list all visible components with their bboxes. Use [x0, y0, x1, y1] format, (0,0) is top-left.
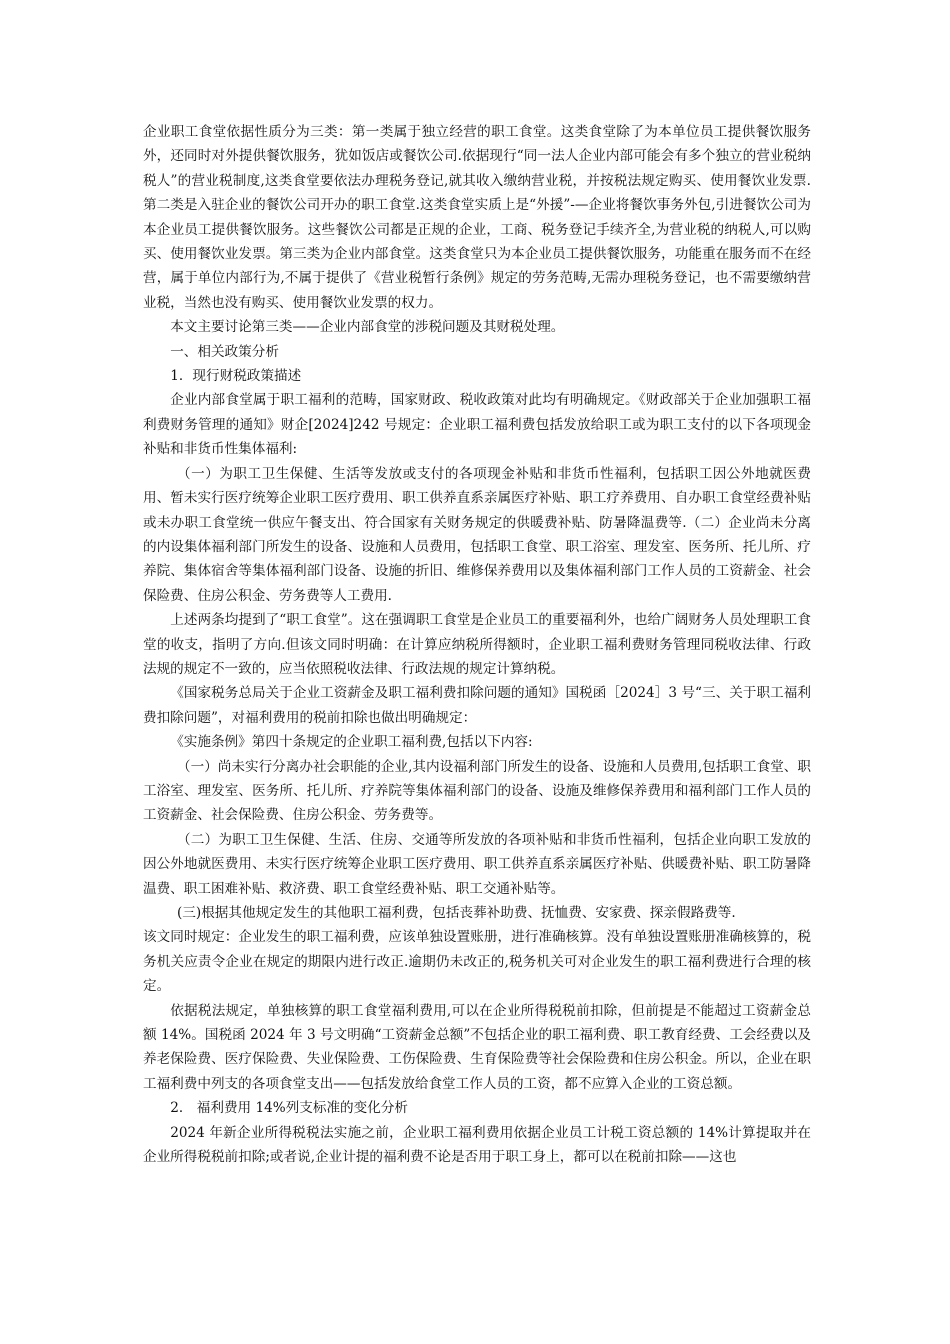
paragraph: 2024 年新企业所得税税法实施之前，企业职工福利费用依据企业员工计税工资总额的 14%计算提取并在企业所得税税前扣除;或者说,企业计提的福利费不论是否用于职工身上，都可以在税前扣除——这也: [143, 1124, 811, 1166]
paragraph: 该文同时规定：企业发生的职工福利费，应该单独设置账册，进行准确核算。没有单独设置账册准确核算的，税务机关应责令企业在规定的期限内进行改正.逾期仍未改正的,税务机关可对企业发生的职工福利费进行合理的核定。: [143, 929, 811, 995]
paragraph: 《国家税务总局关于企业工资薪金及职工福利费扣除问题的通知》国税函［2024］3 号“三、关于职工福利费扣除问题”，对福利费用的税前扣除也做出明确规定：: [143, 685, 811, 726]
subsection-heading: 1．现行财税政策描述: [170, 368, 302, 385]
paragraph: 上述两条均提到了“职工食堂”。这在强调职工食堂是企业员工的重要福利外，也给广阔财务人员处理职工食堂的收支，指明了方向.但该文同时明确：在计算应纳税所得额时，企业职工福利费财务管理同税收法律、行政法规的规定不一致的，应当依照税收法律、行政法规的规定计算纳税。: [143, 612, 811, 677]
paragraph: 依据税法规定，单独核算的职工食堂福利费用,可以在企业所得税税前扣除，但前提是不能超过工资薪金总额 14%。国税函 2024 年 3 号文明确“工资薪金总额”不包括企业的职工福利费、职工教育经费、工会经费以及养老保险费、医疗保险费、失业保险费、工伤保险费、生育保险费等社会保险费和住房公积金。所以，企业在职工福利费中列支的各项食堂支出——包括发放给食堂工作人员的工资，都不应算入企业的工资总额。: [143, 1002, 811, 1092]
document-body: [143, 120, 811, 1169]
list-item: (三)根据其他规定发生的其他职工福利费，包括丧葬补助费、抚恤费、安家费、探亲假路费等.: [177, 905, 736, 921]
subsection-heading: 2． 福利费用 14%列支标准的变化分析: [170, 1100, 409, 1117]
list-item: （一）尚未实行分离办社会职能的企业,其内设福利部门所发生的设备、设施和人员费用,包括职工食堂、职工浴室、理发室、医务所、托儿所、疗养院等集体福利部门的设备、设施及维修保养费用和福利部门工作人员的工资薪金、社会保险费、住房公积金、劳务费等。: [143, 758, 811, 824]
paragraph: 《实施条例》第四十条规定的企业职工福利费,包括以下内容:: [170, 734, 533, 751]
list-item: （二）为职工卫生保健、生活、住房、交通等所发放的各项补贴和非货币性福利，包括企业向职工发放的因公外地就医费用、未实行医疗统筹企业职工医疗费用、职工供养直系亲属医疗补贴、供暖费补贴、职工防暑降温费、职工困难补贴、救济费、职工食堂经费补贴、职工交通补贴等。: [143, 831, 811, 897]
paragraph: 企业内部食堂属于职工福利的范畴，国家财政、税收政策对此均有明确规定。《财政部关于企业加强职工福利费财务管理的通知》财企[2024]242 号规定：企业职工福利费包括发放给职工或为职工支付的以下各项现金补贴和非货币性集体福利:: [143, 392, 811, 458]
paragraph: 本文主要讨论第三类——企业内部食堂的涉税问题及其财税处理。: [170, 319, 565, 336]
section-heading: 一、相关政策分析: [170, 343, 279, 360]
paragraph: 企业职工食堂依据性质分为三类：第一类属于独立经营的职工食堂。这类食堂除了为本单位员工提供餐饮服务外，还同时对外提供餐饮服务，犹如饭店或餐饮公司.依据现行“同一法人企业内部可能会有多个独立的营业税纳税人”的营业税制度,这类食堂要依法办理税务登记,就其收入缴纳营业税，并按税法规定购买、使用餐饮业发票.第二类是入驻企业的餐饮公司开办的职工食堂.这类食堂实质上是“外援”-—企业将餐饮事务外包,引进餐饮公司为本企业员工提供餐饮服务。这些餐饮公司都是正规的企业，工商、税务登记手续齐全,为营业税的纳税人,可以购买、使用餐饮业发票。第三类为企业内部食堂。这类食堂只为本企业员工提供餐饮服务，功能重在服务而不在经营，属于单位内部行为,不属于提供了《营业税暂行条例》规定的劳务范畴,无需办理税务登记，也不需要缴纳营业税，当然也没有购买、使用餐饮业发票的权力。: [143, 124, 811, 311]
paragraph: （一）为职工卫生保健、生活等发放或支付的各项现金补贴和非货币性福利，包括职工因公外地就医费用、暂未实行医疗统筹企业职工医疗费用、职工供养直系亲属医疗补贴、职工疗养费用、自办职工食堂经费补贴或未办职工食堂统一供应午餐支出、符合国家有关财务规定的供暖费补贴、防暑降温费等.（二）企业尚未分离的内设集体福利部门所发生的设备、设施和人员费用，包括职工食堂、职工浴室、理发室、医务所、托儿所、疗养院、集体宿舍等集体福利部门设备、设施的折旧、维修保养费用以及集体福利部门工作人员的工资薪金、社会保险费、住房公积金、劳务费等人工费用.: [143, 465, 811, 604]
